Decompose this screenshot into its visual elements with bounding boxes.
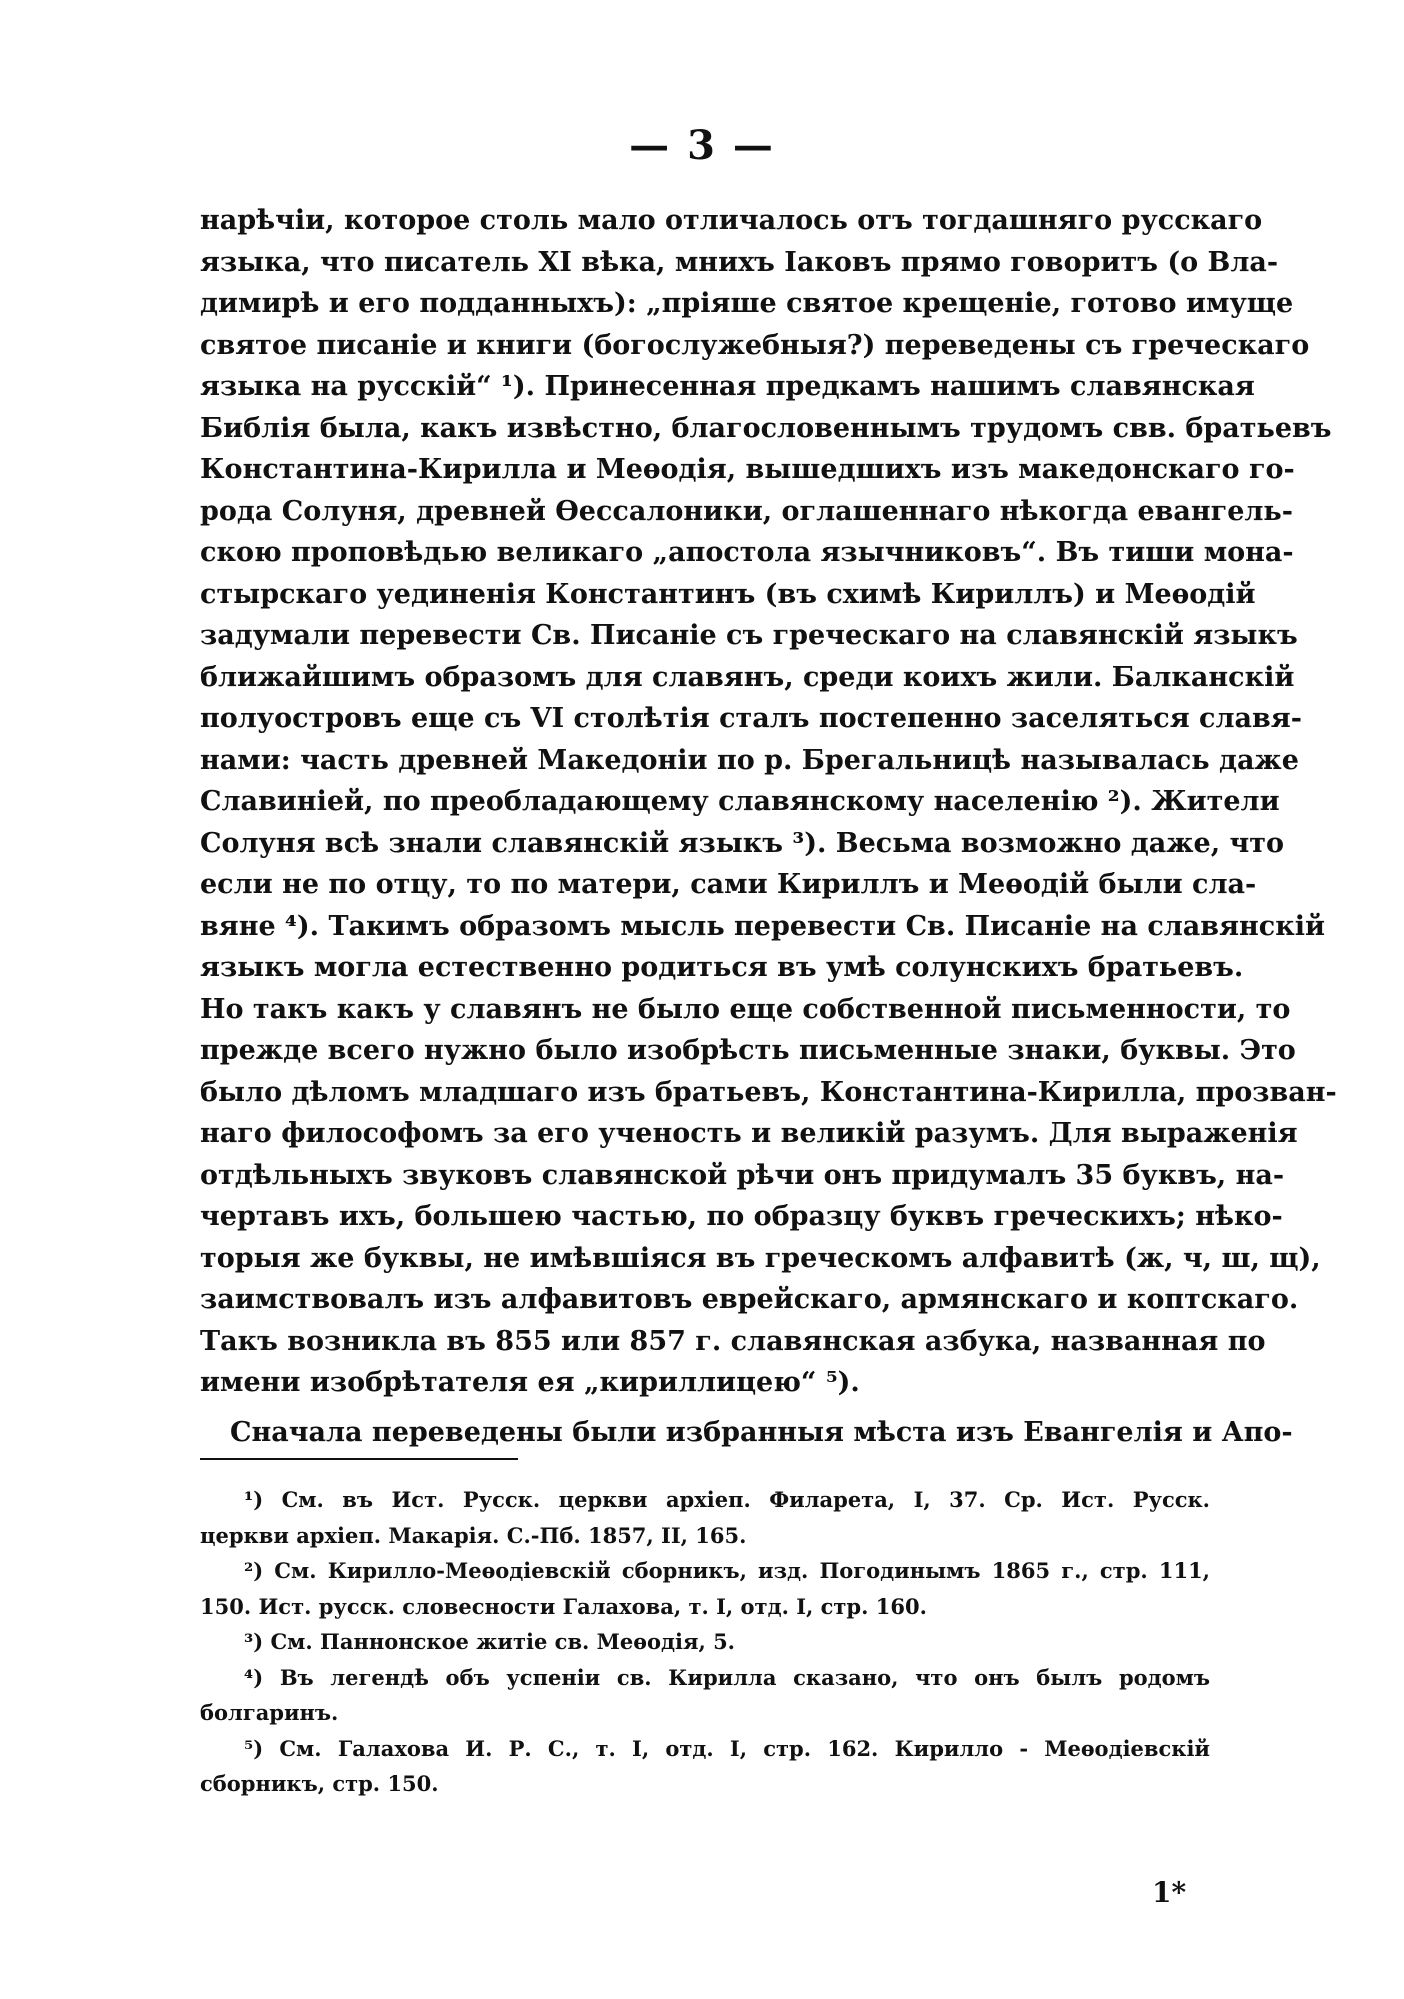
text-line: языка на русскій“ ¹). Принесенная предкамъ нашимъ славянская [200,371,1255,402]
text-line: Библія была, какъ извѣстно, благословеннымъ трудомъ свв. братьевъ [200,412,1332,444]
text-line: языка, что писатель XI вѣка, мнихъ Іаковъ прямо говоритъ (о Вла- [200,246,1279,278]
footnote-line: 150. Ист. русск. словесности Галахова, т. I, отд. I, стр. 160. [200,1593,927,1619]
text-line: димирѣ и его подданныхъ): „пріяше святое крещеніе, готово имуще [200,288,1294,319]
text-line: если не по отцу, то по матери, сами Кириллъ и Меѳодій были сла- [200,869,1257,900]
text-line: полуостровъ еще съ VI столѣтія сталъ постепенно заселяться славя- [200,703,1302,734]
footnote-line: сборникъ, стр. 150. [200,1771,439,1796]
text-line: чертавъ ихъ, большею частью, по образцу буквъ греческихъ; нѣко- [200,1201,1283,1232]
text-line: торыя же буквы, не имѣвшіяся въ греческомъ алфавитѣ (ж, ч, ш, щ), [200,1242,1321,1274]
text-line: Но такъ какъ у славянъ не было еще собственной письменности, то [200,993,1291,1025]
text-line: имени изобрѣтателя ея „кириллицею“ ⁵). [200,1367,860,1398]
main-text [200,200,1337,1453]
text-line: Такъ возникла въ 855 или 857 г. славянская азбука, названная по [200,1325,1266,1357]
text-line: заимствовалъ изъ алфавитовъ еврейскаго, армянскаго и коптскаго. [200,1284,1299,1315]
text-line: Константина-Кирилла и Меѳодія, вышедшихъ изъ македонскаго го- [200,454,1295,485]
page-number: — 3 — [629,122,775,169]
paragraph-start-line: Сначала переведены были избранныя мѣста изъ Евангелія и Апо- [230,1416,1293,1448]
text-line: Солуня всѣ знали славянскій языкъ ³). Весьма возможно даже, что [200,827,1285,859]
footnote-line: церкви архіеп. Макарія. С.-Пб. 1857, II, 165. [200,1522,747,1548]
footnote-line: болгаринъ. [200,1700,339,1725]
text-line: вяне ⁴). Такимъ образомъ мысль перевести Св. Писаніе на славянскій [200,910,1325,942]
text-line: было дѣломъ младшаго изъ братьевъ, Константина-Кирилла, прозван- [200,1076,1337,1108]
footnote-divider [200,1458,518,1460]
signature-mark: 1* [1152,1876,1187,1909]
footnote-line: ²) См. Кирилло-Меѳодіевскій сборникъ, изд. Погодинымъ 1865 г., стр. 111, [244,1558,1210,1583]
footnotes [200,1482,1210,1802]
footnote-line: ⁴) Въ легендѣ объ успеніи св. Кирилла сказано, что онъ былъ родомъ [244,1664,1210,1690]
text-line: святое писаніе и книги (богослужебныя?) переведены съ греческаго [200,329,1310,361]
footnote-line: ⁵) См. Галахова И. Р. С., т. I, отд. I, стр. 162. Кирилло - Меѳодіевскій [244,1735,1210,1761]
text-line: задумали перевести Св. Писаніе съ греческаго на славянскій языкъ [200,620,1298,651]
text-line: языкъ могла естественно родиться въ умѣ солунскихъ братьевъ. [200,952,1244,983]
text-line: ближайшимъ образомъ для славянъ, среди коихъ жили. Балканскій [200,661,1295,693]
text-line: Славиніей, по преобладающему славянскому населенію ²). Жители [200,786,1280,817]
text-line: нарѣчіи, которое столь мало отличалось отъ тогдашняго русскаго [200,205,1263,236]
text-line: нами: часть древней Македоніи по р. Брегальницѣ называлась даже [200,744,1299,776]
text-line: скою проповѣдью великаго „апостола язычниковъ“. Въ тиши мона- [200,537,1294,568]
text-line: прежде всего нужно было изобрѣсть письменные знаки, буквы. Это [200,1035,1296,1066]
text-line: наго философомъ за его ученость и великій разумъ. Для выраженія [200,1118,1298,1149]
footnote-line: ¹) См. въ Ист. Русск. церкви архіеп. Филарета, I, 37. Ср. Ист. Русск. [244,1487,1210,1512]
text-line: рода Солуня, древней Ѳессалоники, оглашеннаго нѣкогда евангель- [200,495,1293,527]
text-line: отдѣльныхъ звуковъ славянской рѣчи онъ придумалъ 35 буквъ, на- [200,1159,1285,1191]
footnote-line: ³) См. Паннонское житіе св. Меѳодія, 5. [244,1629,735,1654]
text-line: стырскаго уединенія Константинъ (въ схимѣ Кириллъ) и Меѳодій [200,578,1256,610]
